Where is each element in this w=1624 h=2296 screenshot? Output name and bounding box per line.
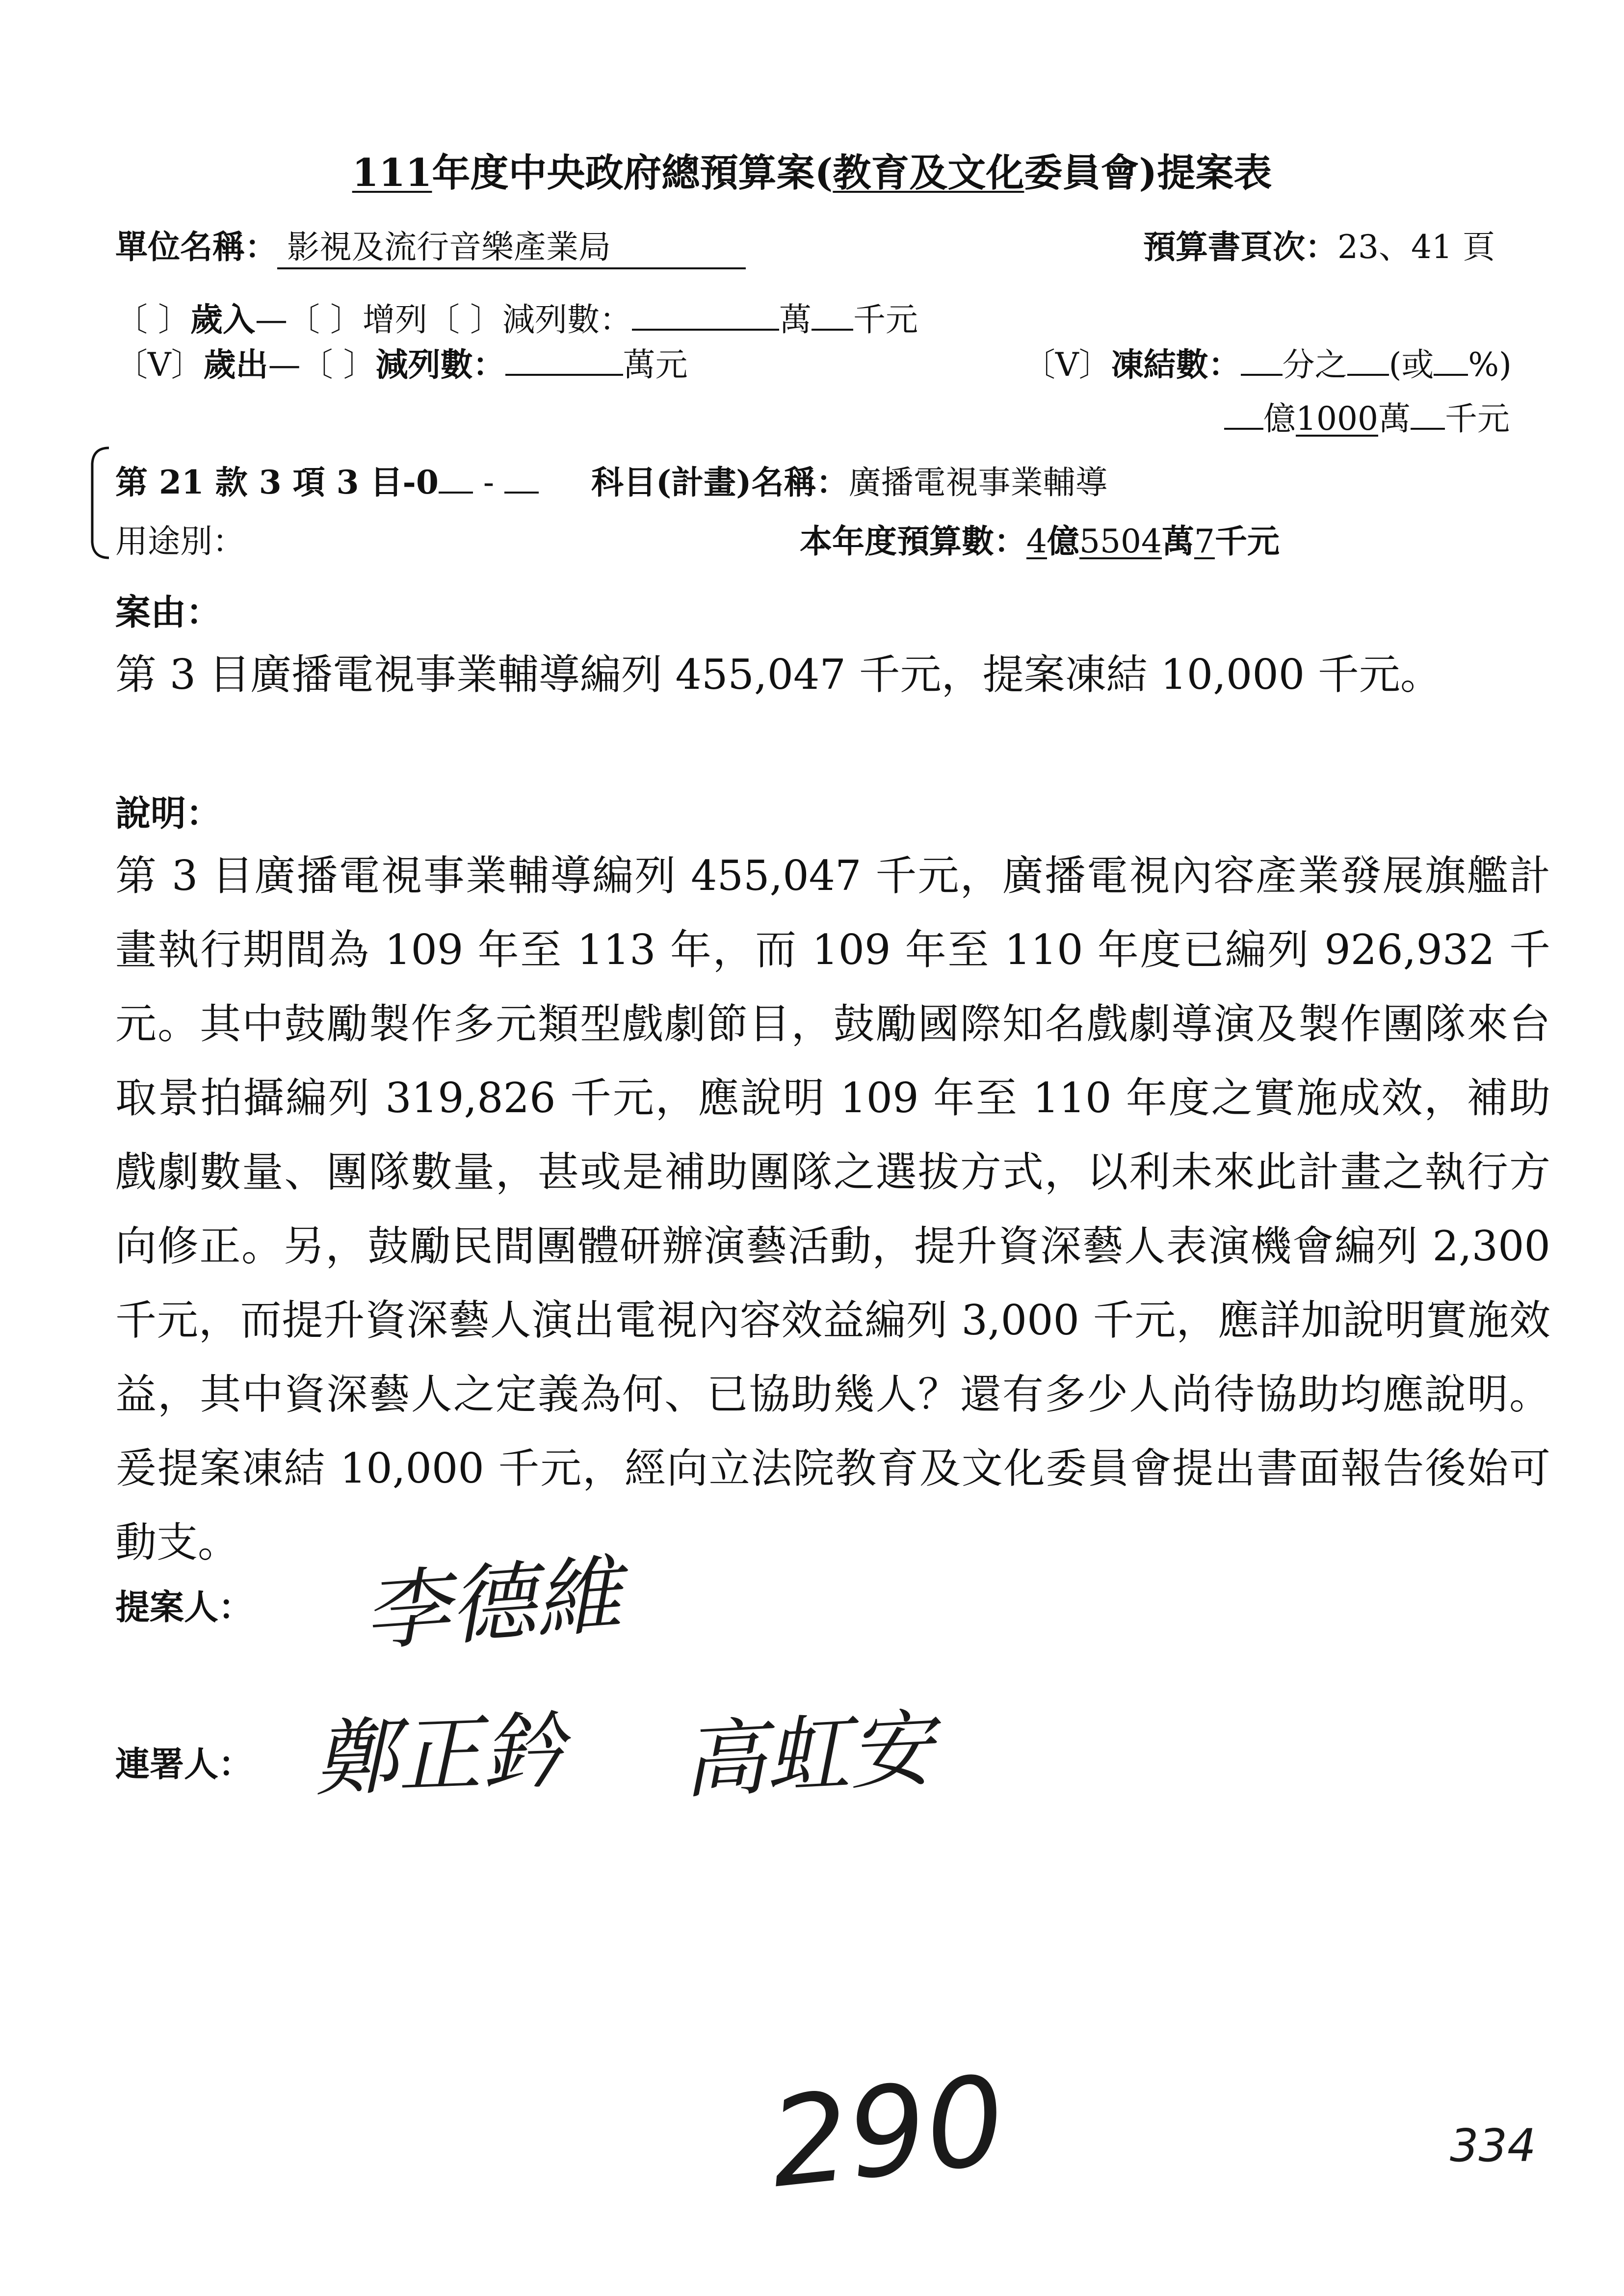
freeze-wan-value: 1000: [1296, 400, 1378, 438]
revenue-row: [115, 293, 918, 340]
freeze-qian-blank: [1411, 399, 1445, 430]
usage-label: 用途別：: [115, 522, 245, 560]
subject-value: 廣播電視事業輔導: [848, 464, 1108, 501]
account-code-blank-1: [439, 463, 473, 494]
title-suffix: 委員會)提案表: [1024, 151, 1272, 195]
revenue-increase-label: 增列: [362, 301, 427, 339]
revenue-wan-blank: [632, 300, 779, 331]
freeze-qian: 千元: [1444, 400, 1510, 438]
account-code-blank-2: [504, 463, 539, 494]
case-section: [115, 638, 1550, 712]
title-year: 111: [352, 151, 432, 195]
explanation-label: 說明：: [115, 792, 222, 834]
expenditure-decrease-blank: [505, 345, 623, 376]
title-prefix: 年度中央政府總預算案(: [432, 151, 833, 195]
budget-qian-value: 7: [1194, 522, 1215, 560]
freeze-row: [1023, 339, 1512, 385]
freeze-huo: (或: [1388, 346, 1434, 384]
case-label: 案由：: [115, 591, 222, 633]
freeze-fen-zhi: 分之: [1282, 346, 1347, 384]
budget-yi-value: 4: [1026, 522, 1047, 560]
revenue-wan: 萬: [779, 301, 812, 339]
expenditure-decrease-check: 〔 〕: [300, 346, 376, 384]
subject-label: 科目(計畫)名稱：: [591, 463, 849, 501]
budget-label: 本年度預算數：: [800, 522, 1026, 560]
expenditure-unit: 萬元: [623, 346, 688, 384]
freeze-denominator-blank: [1241, 345, 1283, 376]
revenue-qian: 千元: [853, 301, 918, 339]
cosigner-signature-2: 高虹安: [680, 1700, 935, 1811]
freeze-amount-row: [1224, 392, 1510, 439]
case-text: 第 3 目廣播電視事業輔導編列 455,047 千元，提案凍結 10,000 千元。: [115, 651, 1441, 699]
budget-row: [800, 515, 1280, 562]
page-number: 334: [1450, 2119, 1536, 2172]
account-code: 第 21 款 3 項 3 目-0: [115, 463, 439, 501]
freeze-yi: 億: [1263, 400, 1296, 438]
revenue-qian-blank: [812, 300, 853, 331]
budget-qian: 千元: [1214, 522, 1280, 560]
freeze-label: 凍結數：: [1111, 345, 1241, 384]
proposer-label: 提案人：: [115, 1587, 253, 1627]
budget-wan-value: 5504: [1079, 522, 1162, 560]
expenditure-dash: —: [268, 346, 301, 384]
revenue-increase-check: 〔 〕: [287, 301, 363, 339]
revenue-decrease-label: 減列數：: [502, 301, 632, 339]
account-bracket: [83, 444, 113, 562]
account-row: [115, 456, 539, 503]
expenditure-decrease-label: 減列數：: [375, 345, 505, 384]
expenditure-label: 歲出: [203, 345, 268, 384]
proposer-signature: 李德維: [360, 1545, 625, 1664]
document-title: [0, 142, 1624, 197]
unit-row: [115, 221, 746, 269]
expenditure-row: [115, 339, 688, 385]
title-committee: 教育及文化: [833, 151, 1024, 195]
cosigner-signature-1: 鄭正鈐: [313, 1702, 566, 1808]
handwritten-number: 290: [763, 2048, 1012, 2216]
freeze-percent: %): [1468, 346, 1512, 384]
page-ref-value: 23、41 頁: [1337, 228, 1495, 266]
revenue-decrease-check: 〔 〕: [427, 301, 502, 339]
revenue-check: 〔 〕: [115, 301, 190, 339]
freeze-percent-blank: [1434, 345, 1468, 376]
page-ref-row: [1143, 221, 1495, 267]
usage-row: [115, 515, 245, 562]
expenditure-check: 〔V〕: [115, 346, 204, 384]
freeze-yi-blank: [1224, 399, 1263, 430]
account-code-dash: -: [483, 464, 495, 501]
explanation-text: 第 3 目廣播電視事業輔導編列 455,047 千元，廣播電視內容產業發展旗艦計畫執行期間為 109 年至 113 年，而 109 年至 110 年度已編列 926,932 千元。其中鼓勵製作多元類型戲劇節目，鼓勵國際知名戲劇導演及製作團隊來台取景拍攝編列 319,826 千元，應說明 109 年至 110 年度之實施成效，補助戲劇數量、團隊數量，甚或是補助團隊之選拔方式，以利未來此計畫之執行方向修正。另，鼓勵民間團體研辦演藝活動，提升資深藝人表演機會編列 2,300 千元，而提升資深藝人演出電視內容效益編列 3,000 千元，應詳加說明實施效益，其中資深藝人之定義為何、已協助幾人？還有多少人尚待協助均應說明。爰提案凍結 10,000 千元，經向立法院教育及文化委員會提出書面報告後始可動支。: [115, 852, 1550, 1566]
freeze-wan: 萬: [1378, 400, 1411, 438]
cosigner-label: 連署人：: [115, 1744, 253, 1784]
freeze-numerator-blank: [1347, 345, 1389, 376]
page-ref-label: 預算書頁次：: [1143, 228, 1337, 266]
explanation-section: [115, 839, 1550, 1580]
revenue-dash: —: [255, 301, 288, 339]
freeze-check: 〔V〕: [1023, 346, 1111, 384]
revenue-label: 歲入: [190, 300, 255, 339]
unit-value: 影視及流行音樂產業局: [277, 221, 746, 269]
budget-wan: 萬: [1161, 522, 1194, 560]
budget-yi: 億: [1047, 522, 1079, 560]
subject-row: [591, 456, 1107, 503]
unit-label: 單位名稱：: [115, 228, 277, 266]
